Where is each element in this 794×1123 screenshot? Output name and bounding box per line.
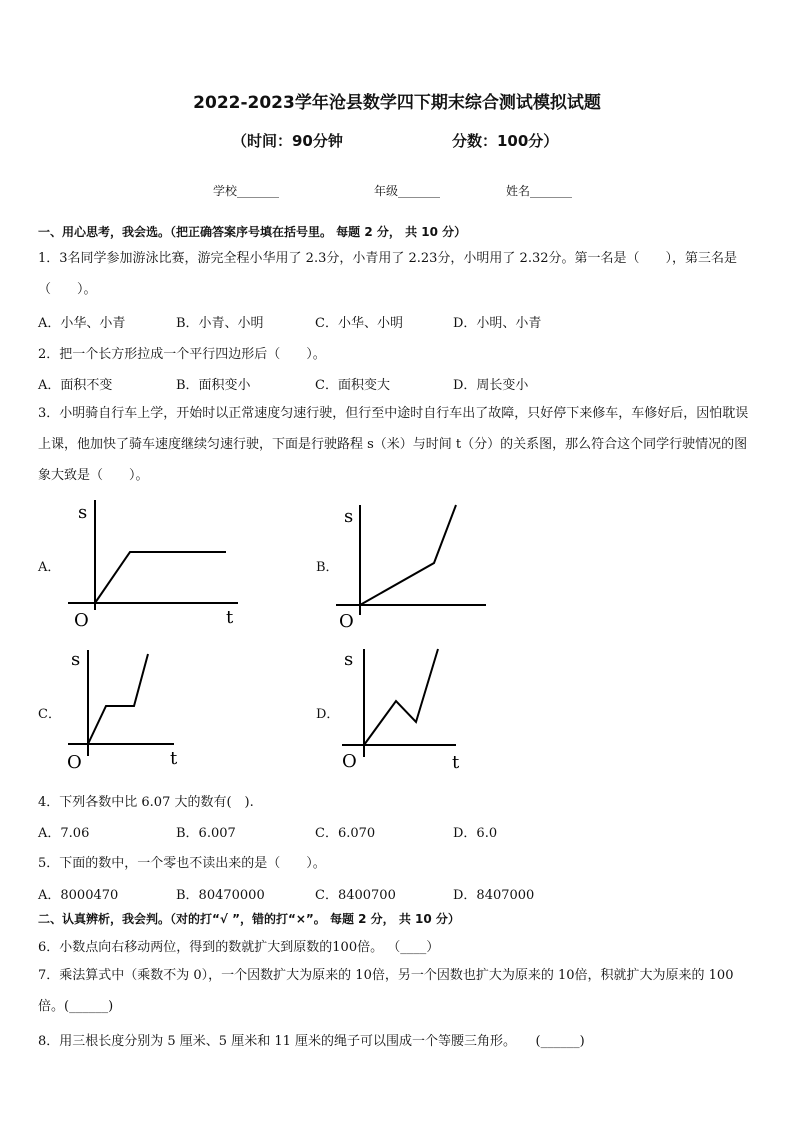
question-8: 8．用三根长度分别为 5 厘米、5 厘米和 11 厘米的绳子可以围成一个等腰三角形。 (______) — [38, 1034, 585, 1049]
page-title: 2022-2023学年沧县数学四下期末综合测试模拟试题 — [193, 93, 601, 113]
graph-c — [64, 648, 194, 773]
grade-field: 年级_______ — [374, 184, 441, 198]
name-field: 姓名_______ — [506, 184, 573, 198]
option-a: A．面积不变 — [38, 378, 113, 393]
question-7: 7．乘法算式中（乘数不为 0），一个因数扩大为原来的 10倍，另一个因数也扩大为原来的 10倍，积就扩大为原来的 100倍。(______) — [38, 968, 734, 1014]
graph-d-label: D． — [316, 707, 340, 722]
option-b: B．80470000 — [176, 888, 265, 903]
graph-d-y-label: s — [344, 649, 354, 670]
exam-meta — [232, 130, 592, 151]
option-d: D．小明、小青 — [453, 316, 542, 331]
question-1: 1．3名同学参加游泳比赛，游完全程小华用了 2.3分，小青用了 2.23分，小明用了 2.32分。第一名是（ ），第三名是（ ）。 — [38, 251, 738, 297]
option-c: C．小华、小明 — [315, 316, 403, 331]
graph-b — [336, 500, 496, 630]
option-d: D．周长变小 — [453, 378, 529, 393]
option-d: D．8407000 — [453, 888, 535, 903]
graph-a — [68, 500, 248, 630]
question-4: 4．下列各数中比 6.07 大的数有( ). — [38, 795, 254, 810]
section-header: 一、用心思考，我会选。（把正确答案序号填在括号里。 每题 2 分， 共 10 分） — [38, 225, 467, 239]
option-c: C．8400700 — [315, 888, 396, 903]
graph-d — [340, 645, 470, 773]
school-field: 学校_______ — [213, 184, 280, 198]
graph-b-origin: O — [339, 611, 354, 632]
option-d: D．6.0 — [453, 826, 498, 841]
graph-c-y-label: s — [71, 649, 81, 670]
option-c: C．6.070 — [315, 826, 376, 841]
graph-a-origin: O — [74, 610, 89, 631]
question-3: 3．小明骑自行车上学，开始时以正常速度匀速行驶，但行至中途时自行车出了故障，只好停下来修车，车修好后，因怕耽误上课，他加快了骑车速度继续匀速行驶，下面是行驶路程 s（米）与时间 t（分）的关系图，那么符合这个同学行驶情况的图象大致是（ ）。 — [38, 406, 749, 483]
option-c: C．面积变大 — [315, 378, 390, 393]
question-2: 2．把一个长方形拉成一个平行四边形后（ ）。 — [38, 347, 326, 362]
graph-d-origin: O — [342, 751, 357, 772]
question-6: 6．小数点向右移动两位，得到的数就扩大到原数的100倍。 （____） — [38, 940, 440, 955]
option-b: B．小青、小明 — [176, 316, 264, 331]
option-b: B．6.007 — [176, 826, 236, 841]
graph-a-x-label: t — [226, 607, 234, 628]
graph-c-origin: O — [67, 752, 82, 773]
option-a: A．8000470 — [38, 888, 119, 903]
graph-c-label: C． — [38, 707, 61, 722]
graph-b-label: B． — [316, 560, 339, 575]
question-5: 5．下面的数中，一个零也不读出来的是（ ）。 — [38, 856, 326, 871]
graph-a-label: A． — [38, 560, 61, 575]
graph-b-y-label: s — [344, 506, 354, 527]
option-a: A．7.06 — [38, 826, 90, 841]
graph-d-x-label: t — [452, 752, 460, 773]
graph-a-y-label: s — [78, 502, 88, 523]
exam-time: （时间：90分钟 — [232, 132, 343, 150]
exam-score: 分数：100分） — [452, 132, 559, 150]
section-header: 二、认真辨析，我会判。（对的打“√ ”，错的打“×”。 每题 2 分， 共 10 分） — [38, 912, 460, 926]
option-a: A．小华、小青 — [38, 316, 126, 331]
graph-c-x-label: t — [170, 748, 178, 769]
option-b: B．面积变小 — [176, 378, 251, 393]
